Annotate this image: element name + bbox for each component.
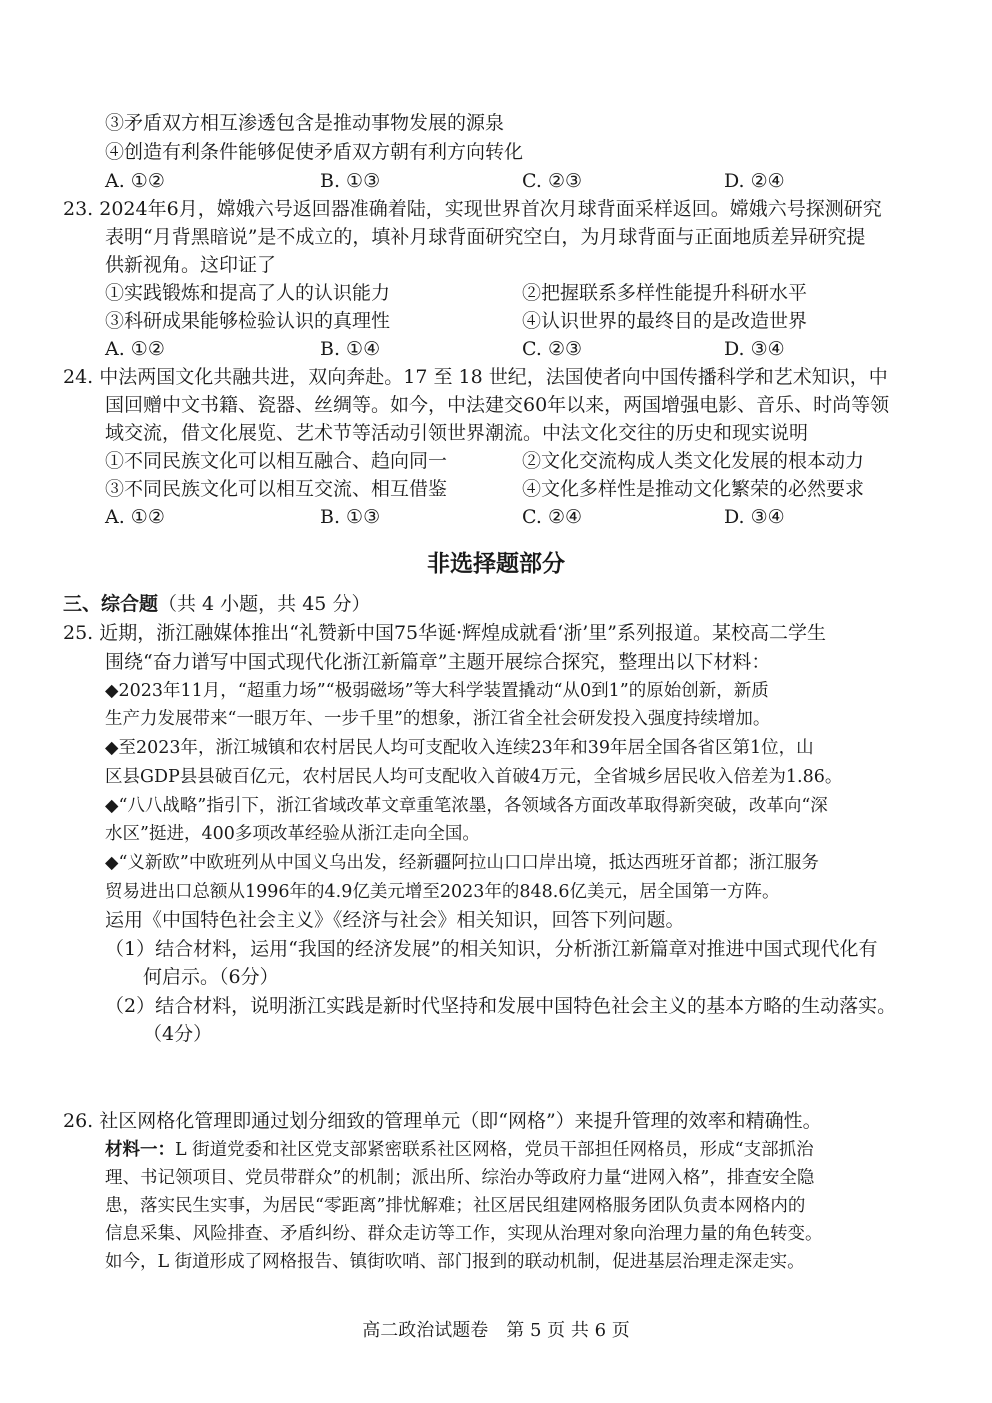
- q26-material-first: L 街道党委和社区党支部紧密联系社区网格，党员干部担任网格员，形成“支部抓治: [175, 1140, 814, 1160]
- q22-option-c: C. ②③: [522, 170, 583, 192]
- q25-material-line-5: ◆“八八战略”指引下，浙江省域改革文章重笔浓墨，各领域各方面改革取得新突破，改革向“深: [105, 796, 828, 816]
- q23-stem-line-2: 表明“月背黑暗说”是不成立的，填补月球背面研究空白，为月球背面与正面地质差异研究提: [105, 226, 866, 248]
- q26-material-line-2: 理、书记领项目、党员带群众”的机制；派出所、综治办等政府力量“进网入格”，排查安全隐: [105, 1168, 815, 1188]
- q25-sub1-line-2: 何启示。（6分）: [143, 966, 279, 988]
- q26-material-line-5: 如今，L 街道形成了网格报告、镇街吹哨、部门报到的联动机制，促进基层治理走深走实。: [105, 1252, 805, 1272]
- q24-stem-line-2: 国回赠中文书籍、瓷器、丝绸等。如今，中法建交60年以来，两国增强电影、音乐、时尚等领: [105, 394, 890, 416]
- q22-option-a: A. ①②: [105, 170, 165, 192]
- q26-material-line-3: 患，落实民生实事，为居民“零距离”排忧解难；社区居民组建网格服务团队负责本网格内的: [105, 1196, 806, 1216]
- q23-statement-2: ②把握联系多样性能提升科研水平: [522, 282, 808, 304]
- q24-option-a: A. ①②: [105, 506, 165, 528]
- q24-statement-2: ②文化交流构成人类文化发展的根本动力: [522, 450, 865, 472]
- page-footer: 高二政治试题卷 第 5 页 共 6 页: [362, 1320, 630, 1341]
- part3-note: （共 4 小题，共 45 分）: [158, 593, 371, 615]
- q25-intro-line-1: 25. 近期，浙江融媒体推出“礼赞新中国75华诞·辉煌成就看‘浙’里”系列报道。某校高二学生: [63, 622, 826, 644]
- q25-material-line-7: ◆“义新欧”中欧班列从中国义乌出发，经新疆阿拉山口口岸出境，抵达西班牙首都；浙江服务: [105, 853, 819, 873]
- q22-statement-4: ④创造有利条件能够促使矛盾双方朝有利方向转化: [105, 141, 524, 163]
- q26-material-label: 材料一：: [105, 1140, 175, 1160]
- q26-intro: 26. 社区网格化管理即通过划分细致的管理单元（即“网格”）来提升管理的效率和精确性。: [63, 1110, 822, 1132]
- q24-statement-1: ①不同民族文化可以相互融合、趋向同一: [105, 450, 448, 472]
- q23-option-d: D. ③④: [724, 338, 785, 360]
- section-heading: 非选择题部分: [427, 550, 565, 577]
- q23-option-b: B. ①④: [320, 338, 381, 360]
- q25-material-line-2: 生产力发展带来“一眼万年、一步千里”的想象，浙江省全社会研发投入强度持续增加。: [105, 709, 771, 729]
- q26-material-line-1: [105, 1138, 814, 1162]
- q23-stem-line-3: 供新视角。这印证了: [105, 254, 277, 276]
- q22-option-b: B. ①③: [320, 170, 381, 192]
- q25-material-line-1: ◆2023年11月，“超重力场”“极弱磁场”等大科学装置撬动“从0到1”的原始创新，新质: [105, 681, 769, 701]
- q24-stem-line-1: 24. 中法两国文化共融共进，双向奔赴。17 至 18 世纪，法国使者向中国传播科学和艺术知识，中: [63, 366, 888, 388]
- q25-sub1-line-1: （1）结合材料，运用“我国的经济发展”的相关知识，分析浙江新篇章对推进中国式现代化有: [105, 938, 878, 960]
- q24-option-d: D. ③④: [724, 506, 785, 528]
- q25-sub2-line-2: （4分）: [143, 1023, 213, 1045]
- q24-option-c: C. ②④: [522, 506, 583, 528]
- part3-label: 三、综合题: [63, 593, 159, 615]
- q23-statement-1: ①实践锻炼和提高了人的认识能力: [105, 282, 391, 304]
- part3-title: [63, 592, 370, 616]
- q25-sub2-line-1: （2）结合材料，说明浙江实践是新时代坚持和发展中国特色社会主义的基本方略的生动落实。: [105, 995, 897, 1017]
- q24-statement-4: ④文化多样性是推动文化繁荣的必然要求: [522, 478, 865, 500]
- q24-option-b: B. ①③: [320, 506, 381, 528]
- q23-option-c: C. ②③: [522, 338, 583, 360]
- q24-statement-3: ③不同民族文化可以相互交流、相互借鉴: [105, 478, 448, 500]
- q25-material-line-4: 区县GDP县县破百亿元，农村居民人均可支配收入首破4万元，全省城乡居民收入倍差为1.86。: [105, 767, 843, 787]
- q23-statement-3: ③科研成果能够检验认识的真理性: [105, 310, 391, 332]
- q26-material-line-4: 信息采集、风险排查、矛盾纠纷、群众走访等工作，实现从治理对象向治理力量的角色转变。: [105, 1224, 823, 1244]
- q22-statement-3: ③矛盾双方相互渗透包含是推动事物发展的源泉: [105, 112, 505, 134]
- q23-option-a: A. ①②: [105, 338, 165, 360]
- q22-option-d: D. ②④: [724, 170, 785, 192]
- q25-instruction: 运用《中国特色社会主义》《经济与社会》相关知识，回答下列问题。: [105, 909, 685, 931]
- q23-stem-line-1: 23. 2024年6月，嫦娥六号返回器准确着陆，实现世界首次月球背面采样返回。嫦娥六号探测研究: [63, 198, 882, 220]
- q25-material-line-6: 水区”挺进，400多项改革经验从浙江走向全国。: [105, 824, 480, 844]
- q25-intro-line-2: 围绕“奋力谱写中国式现代化浙江新篇章”主题开展综合探究，整理出以下材料：: [105, 651, 771, 673]
- q23-statement-4: ④认识世界的最终目的是改造世界: [522, 310, 808, 332]
- q24-stem-line-3: 域交流，借文化展览、艺术节等活动引领世界潮流。中法文化交往的历史和现实说明: [105, 422, 809, 444]
- q25-material-line-3: ◆至2023年，浙江城镇和农村居民人均可支配收入连续23年和39年居全国各省区第1位，山: [105, 738, 814, 758]
- q25-material-line-8: 贸易进出口总额从1996年的4.9亿美元增至2023年的848.6亿美元，居全国第一方阵。: [105, 882, 780, 902]
